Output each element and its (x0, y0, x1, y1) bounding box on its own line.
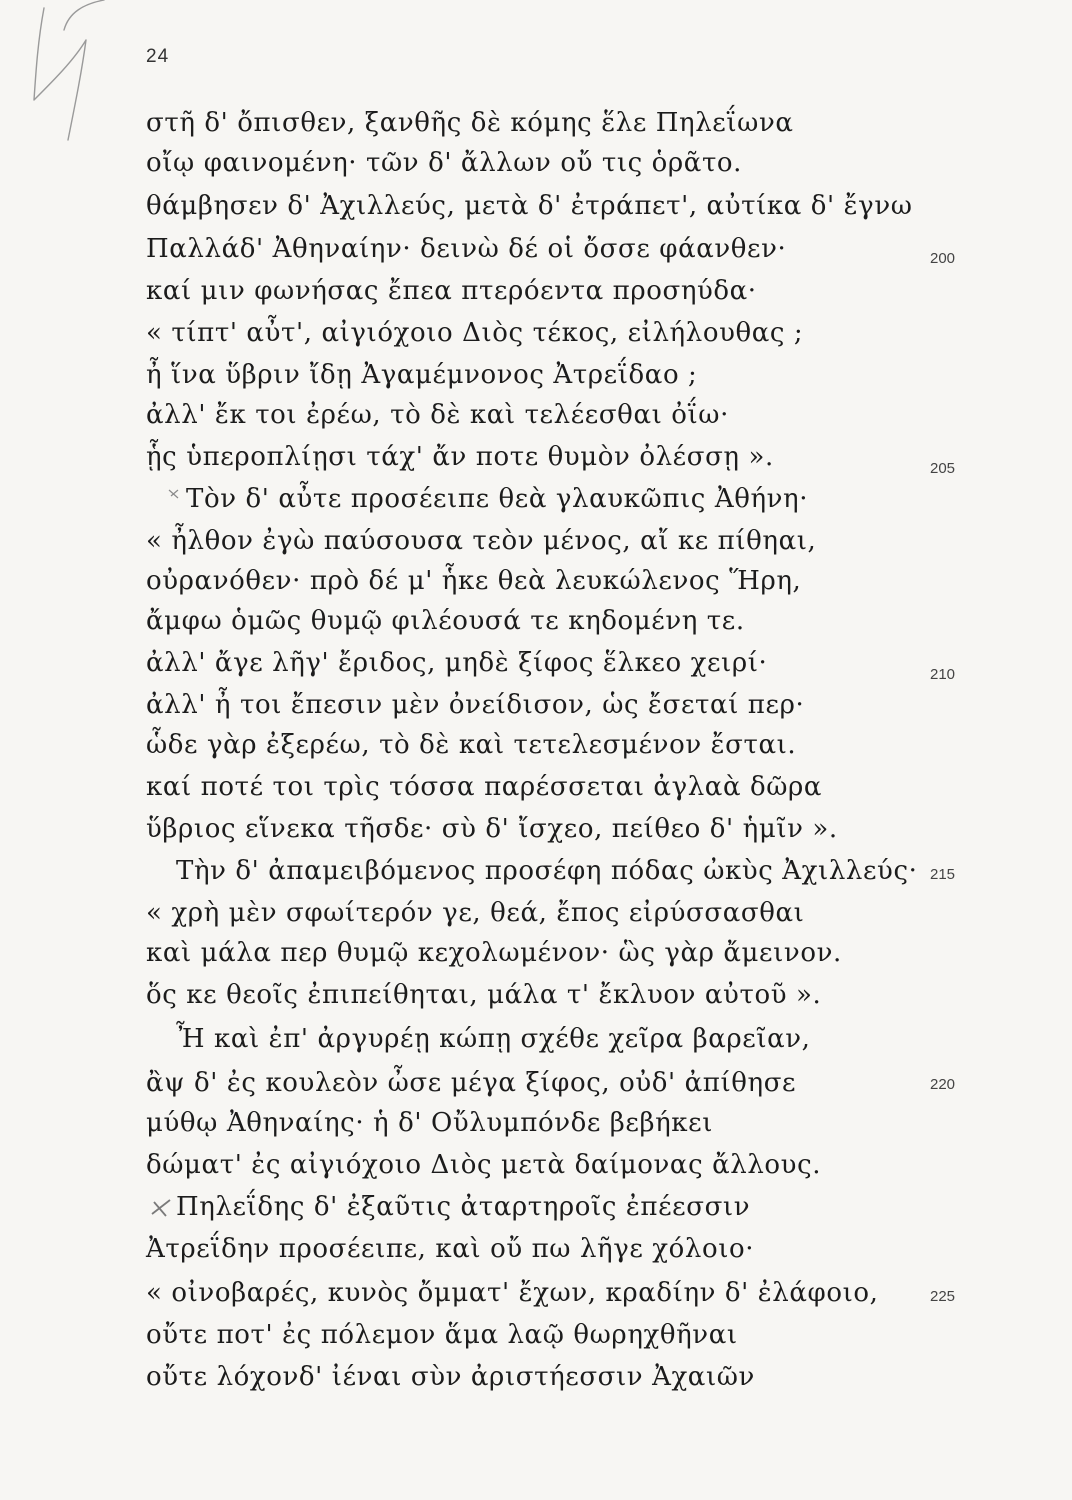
verse-line: δώματ' ἐς αἰγιόχοιο Διὸς μετὰ δαίμονας ἄλλους. (146, 1150, 822, 1180)
margin-pencil-tick (150, 1196, 172, 1220)
verse-line: « χρὴ μὲν σφωίτερόν γε, θεά, ἔπος εἰρύσσασθαι (146, 898, 805, 928)
line-number: 220 (930, 1076, 956, 1093)
verse-line: « τίπτ' αὖτ', αἰγιόχοιο Διὸς τέκος, εἰλήλουθας ; (146, 318, 804, 348)
verse-line: « οἰνοβαρές, κυνὸς ὄμματ' ἔχων, κραδίην δ' ἐλάφοιο, (146, 1278, 879, 1308)
verse-line: οὔτε λόχονδ' ἰέναι σὺν ἀριστήεσσιν Ἀχαιῶν (146, 1362, 755, 1392)
verse-line: Πηλεΐδης δ' ἐξαῦτις ἀταρτηροῖς ἐπέεσσιν (176, 1192, 751, 1222)
verse-line: οὐρανόθεν· πρὸ δέ μ' ἧκε θεὰ λευκώλενος Ἥρη, (146, 566, 802, 596)
margin-pencil-mark (24, 0, 134, 150)
verse-line: καί ποτέ τοι τρὶς τόσσα παρέσσεται ἀγλαὰ δῶρα (146, 772, 823, 802)
verse-line: ἂψ δ' ἐς κουλεὸν ὦσε μέγα ξίφος, οὐδ' ἀπίθησε (146, 1068, 797, 1098)
verse-line: καὶ μάλα περ θυμῷ κεχολωμένον· ὣς γὰρ ἄμεινον. (146, 938, 842, 968)
line-number: 225 (930, 1288, 956, 1305)
verse-line: Ἀτρεΐδην προσέειπε, καὶ οὔ πω λῆγε χόλοιο· (146, 1234, 755, 1264)
verse-line: Τὸν δ' αὖτε προσέειπε θεὰ γλαυκῶπις Ἀθήνη· (186, 484, 809, 514)
verse-line: οἴῳ φαινομένη· τῶν δ' ἄλλων οὔ τις ὁρᾶτο. (146, 148, 743, 178)
page-number: 24 (146, 46, 170, 67)
verse-line: ὕβριος εἵνεκα τῆσδε· σὺ δ' ἴσχεο, πείθεο δ' ἡμῖν ». (146, 814, 838, 844)
verse-line: Τὴν δ' ἀπαμειβόμενος προσέφη πόδας ὠκὺς Ἀχιλλεύς· (176, 856, 918, 886)
verse-line: ὧδε γὰρ ἐξερέω, τὸ δὲ καὶ τετελεσμένον ἔσται. (146, 730, 797, 760)
verse-line: οὔτε ποτ' ἐς πόλεμον ἅμα λαῷ θωρηχθῆναι (146, 1320, 738, 1350)
verse-line: θάμβησεν δ' Ἀχιλλεύς, μετὰ δ' ἐτράπετ', αὐτίκα δ' ἔγνω (146, 191, 913, 221)
margin-pencil-tick (166, 486, 182, 502)
verse-line: ἦ ἵνα ὕβριν ἴδῃ Ἀγαμέμνονος Ἀτρεΐδαο ; (146, 360, 698, 390)
verse-line: καί μιν φωνήσας ἔπεα πτερόεντα προσηύδα· (146, 276, 757, 306)
line-number: 200 (930, 250, 956, 267)
verse-line: « ἦλθον ἐγὼ παύσουσα τεὸν μένος, αἴ κε πίθηαι, (146, 526, 817, 556)
verse-line: μύθῳ Ἀθηναίης· ἡ δ' Οὔλυμπόνδε βεβήκει (146, 1108, 714, 1138)
verse-line: ὅς κε θεοῖς ἐπιπείθηται, μάλα τ' ἔκλυον αὐτοῦ ». (146, 980, 822, 1010)
line-number: 215 (930, 866, 956, 883)
verse-line: στῆ δ' ὄπισθεν, ξανθῆς δὲ κόμης ἕλε Πηλεΐωνα (146, 108, 794, 138)
verse-line: Παλλάδ' Ἀθηναίην· δεινὼ δέ οἱ ὄσσε φάανθεν· (146, 234, 787, 264)
line-number: 210 (930, 666, 956, 683)
verse-line: ᾗς ὑπεροπλίῃσι τάχ' ἄν ποτε θυμὸν ὀλέσσῃ ». (146, 442, 774, 472)
verse-line: ἄμφω ὁμῶς θυμῷ φιλέουσά τε κηδομένη τε. (146, 606, 745, 636)
verse-line: ἀλλ' ἔκ τοι ἐρέω, τὸ δὲ καὶ τελέεσθαι ὀΐω· (146, 400, 729, 430)
line-number: 205 (930, 460, 956, 477)
verse-line: ἀλλ' ἄγε λῆγ' ἔριδος, μηδὲ ξίφος ἕλκεο χειρί· (146, 648, 768, 678)
verse-line: ἀλλ' ἦ τοι ἔπεσιν μὲν ὀνείδισον, ὡς ἔσεταί περ· (146, 690, 805, 720)
verse-line: Ἦ καὶ ἐπ' ἀργυρέῃ κώπῃ σχέθε χεῖρα βαρεῖαν, (176, 1024, 811, 1054)
